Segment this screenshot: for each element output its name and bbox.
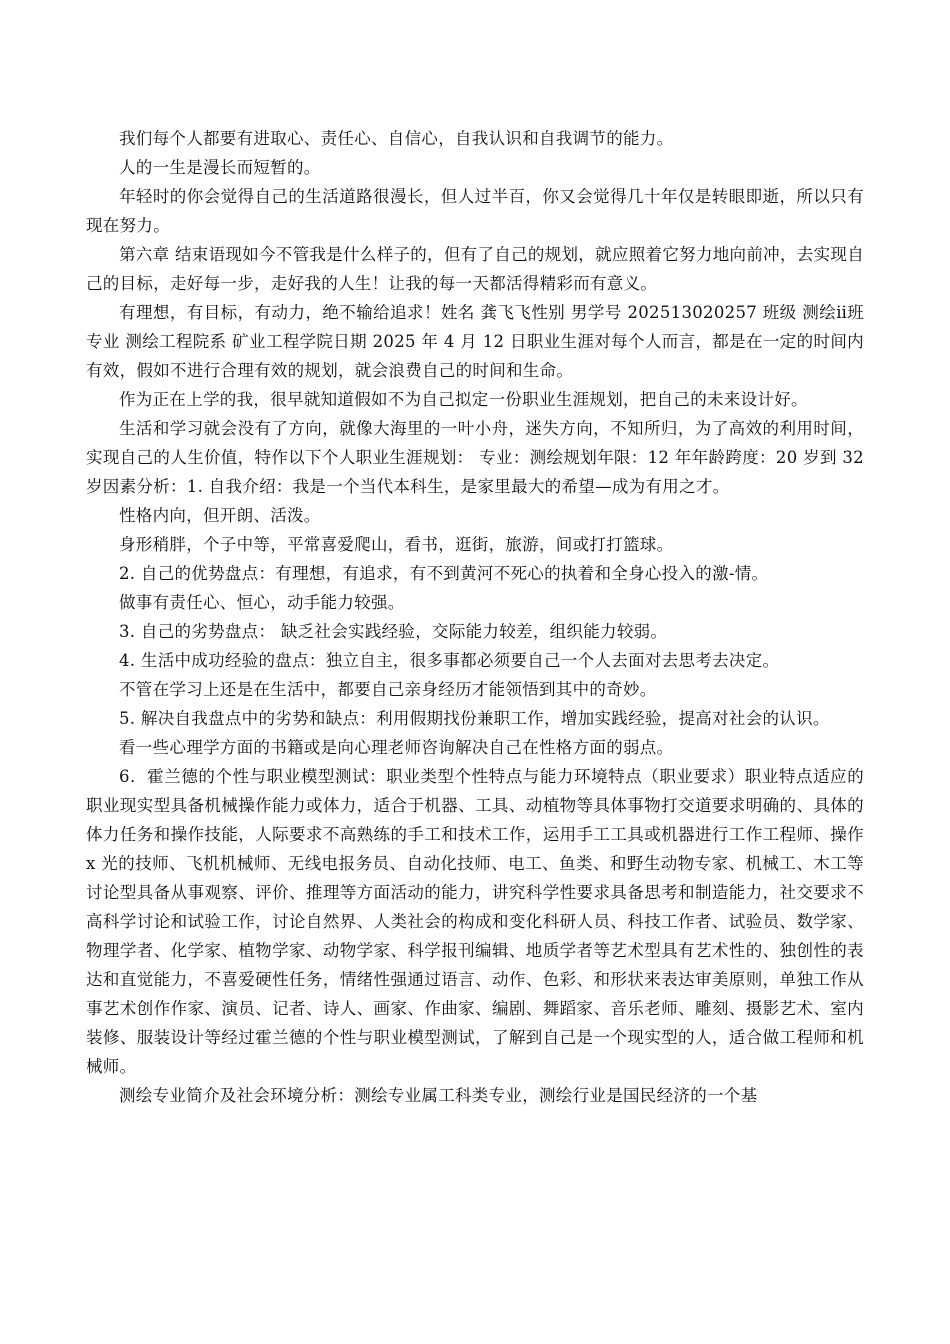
paragraph: 有理想，有目标，有动力，绝不输给追求！姓名 龚飞飞性别 男学号 202513020257 班级 测绘ⅱ班专业 测绘工程院系 矿业工程学院日期 2025 年 4 月 12 日职业生涯对每个人而言，都是在一定的时间内有效，假如不进行合理有效的规划，就会浪费自己的时间和生命。 — [86, 303, 864, 380]
paragraph: 性格内向，但开朗、活泼。 — [119, 506, 321, 525]
paragraph: 6．霍兰德的个性与职业模型测试：职业类型个性特点与能力环境特点（职业要求）职业特点适应的职业现实型具备机械操作能力或体力，适合于机器、工具、动植物等具体事物打交道要求明确的、具体的体力任务和操作技能，人际要求不高熟练的手工和技术工作，运用手工工具或机器进行工作工程师、操作 x 光的技师、飞机机械师、无线电报务员、自动化技师、电工、鱼类、和野生动物专家、机械工、木工等讨论型具备从事观察、评价、推理等方面活动的能力，讲究科学性要求具备思考和制造能力，社交要求不高科学讨论和试验工作，讨论自然界、人类社会的构成和变化科研人员、科技工作者、试验员、数学家、物理学者、化学家、植物学家、动物学家、科学报刊编辑、地质学者等艺术型具有艺术性的、独创性的表达和直觉能力，不喜爱硬性任务，情绪性强通过语言、动作、色彩、和形状来表达审美原则，单独工作从事艺术创作作家、演员、记者、诗人、画家、作曲家、编剧、舞蹈家、音乐老师、雕刻、摄影艺术、室内装修、服装设计等经过霍兰德的个性与职业模型测试，了解到自己是一个现实型的人，适合做工程师和机械师。 — [86, 767, 864, 1076]
paragraph: 4. 生活中成功经验的盘点：独立自主，很多事都必须要自己一个人去面对去思考去决定。 — [119, 651, 780, 670]
paragraph: 不管在学习上还是在生活中，都要自己亲身经历才能领悟到其中的奇妙。 — [119, 680, 657, 699]
paragraph: 做事有责任心、恒心，动手能力较强。 — [119, 593, 405, 612]
paragraph: 5. 解决自我盘点中的劣势和缺点：利用假期找份兼职工作，增加实践经验，提高对社会的认识。 — [119, 709, 830, 728]
paragraph: 第六章 结束语现如今不管我是什么样子的，但有了自己的规划，就应照着它努力地向前冲，去实现自己的目标，走好每一步，走好我的人生！让我的每一天都活得精彩而有意义。 — [86, 245, 864, 293]
paragraph: 3. 自己的劣势盘点： 缺乏社会实践经验，交际能力较差，组织能力较弱。 — [119, 622, 668, 641]
paragraph: 年轻时的你会觉得自己的生活道路很漫长，但人过半百，你又会觉得几十年仅是转眼即逝，所以只有现在努力。 — [86, 187, 864, 235]
paragraph: 人的一生是漫长而短暂的。 — [119, 158, 321, 177]
document-body — [86, 124, 864, 1110]
paragraph: 生活和学习就会没有了方向，就像大海里的一叶小舟，迷失方向，不知所归，为了高效的利用时间，实现自己的人生价值，特作以下个人职业生涯规划： 专业：测绘规划年限：12 年年龄跨度：20 岁到 32 岁因素分析：1. 自我介绍：我是一个当代本科生，是家里最大的希望—成为有用之才。 — [86, 419, 864, 496]
paragraph: 身形稍胖，个子中等，平常喜爱爬山，看书，逛街，旅游，间或打打篮球。 — [119, 535, 674, 554]
paragraph: 作为正在上学的我，很早就知道假如不为自己拟定一份职业生涯规划，把自己的未来设计好。 — [119, 390, 808, 409]
paragraph: 我们每个人都要有进取心、责任心、自信心，自我认识和自我调节的能力。 — [119, 129, 674, 148]
paragraph: 2. 自己的优势盘点：有理想，有追求，有不到黄河不死心的执着和全身心投入的激-情。 — [119, 564, 769, 583]
paragraph: 看一些心理学方面的书籍或是向心理老师咨询解决自己在性格方面的弱点。 — [119, 738, 674, 757]
paragraph: 测绘专业简介及社会环境分析：测绘专业属工科类专业，测绘行业是国民经济的一个基 — [119, 1086, 758, 1105]
